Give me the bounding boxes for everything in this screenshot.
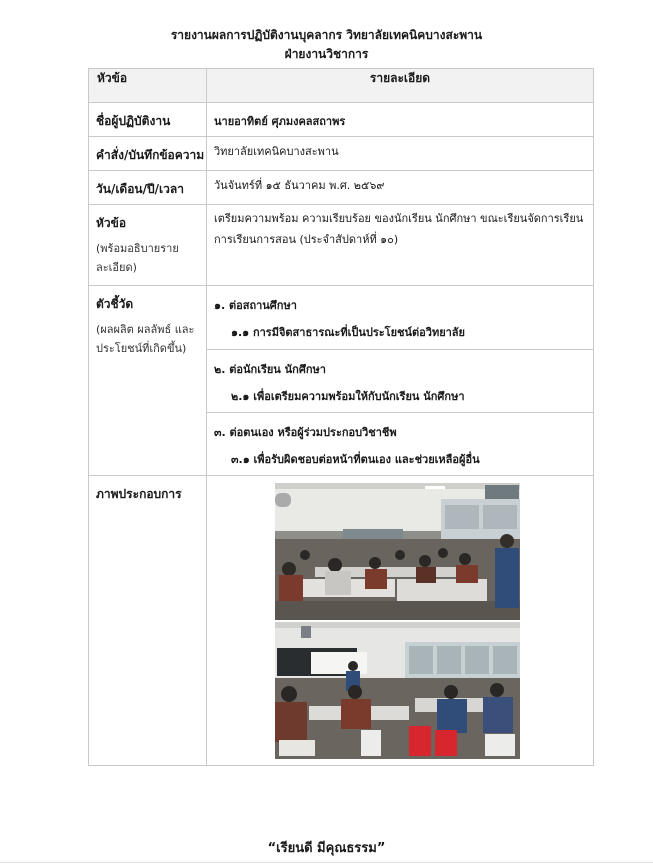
date-label: วัน/เดือน/ปี/เวลา xyxy=(89,171,207,205)
table-row xyxy=(89,103,594,137)
topic-label: หัวข้อ xyxy=(96,216,127,230)
indicator-item xyxy=(207,350,594,413)
footer-motto: “เรียนดี มีคุณธรรม” xyxy=(267,841,386,856)
topic-value: เตรียมความพร้อม ความเรียบร้อย ของนักเรียน นักศึกษา ขณะเรียนจัดการเรียนการเรียนการสอน (ประจำสัปดาห์ที่ ๑๐) xyxy=(207,205,594,286)
topic-cell xyxy=(89,205,207,286)
indicator-sub: ๑.๑ การมีจิตสาธารณะที่เป็นประโยชน์ต่อวิทยาลัย xyxy=(231,326,465,339)
classroom-photo-2 xyxy=(275,622,520,759)
indicator-sub: ๒.๑ เพื่อเตรียมความพร้อมให้กับนักเรียน นักศึกษา xyxy=(231,390,465,403)
table-row xyxy=(89,286,594,350)
table-row xyxy=(89,205,594,286)
classroom-photo-1 xyxy=(275,483,520,620)
date-value: วันจันทร์ที่ ๑๕ ธันวาคม พ.ศ. ๒๕๖๙ xyxy=(207,171,594,205)
indicator-item xyxy=(207,413,594,476)
indicators-sublabel: (ผลผลิต ผลลัพธ์ และประโยชน์ที่เกิดขึ้น) xyxy=(96,323,195,355)
indicators-cell xyxy=(89,286,207,476)
indicator-heading: ๑. ต่อสถานศึกษา xyxy=(214,299,297,312)
col-detail-header: รายละเอียด xyxy=(207,69,594,103)
photos-label: ภาพประกอบการ xyxy=(89,476,207,766)
department-title: ฝ่ายงานวิชาการ xyxy=(284,47,369,61)
col-topic-header: หัวข้อ xyxy=(89,69,207,103)
indicator-heading: ๓. ต่อตนเอง หรือผู้ร่วมประกอบวิชาชีพ xyxy=(214,426,397,439)
operator-value: นายอาทิตย์ ศุภมงคลสถาพร xyxy=(207,103,594,137)
indicators-label: ตัวชี้วัด xyxy=(96,297,134,311)
report-title: รายงานผลการปฏิบัติงานบุคลากร วิทยาลัยเทคนิคบางสะพาน xyxy=(170,28,483,42)
table-row xyxy=(89,137,594,171)
topic-sublabel: (พร้อมอธิบายรายละเอียด) xyxy=(96,242,179,274)
table-header-row xyxy=(89,69,594,103)
indicator-sub: ๓.๑ เพื่อรับผิดชอบต่อหน้าที่ตนเอง และช่วยเหลือผู้อื่น xyxy=(231,453,480,466)
indicator-item xyxy=(207,286,594,350)
page-divider xyxy=(0,862,653,863)
order-label: คำสั่ง/บันทึกข้อความ xyxy=(89,137,207,171)
table-row xyxy=(89,171,594,205)
operator-label: ชื่อผู้ปฏิบัติงาน xyxy=(89,103,207,137)
order-value: วิทยาลัยเทคนิคบางสะพาน xyxy=(207,137,594,171)
indicator-heading: ๒. ต่อนักเรียน นักศึกษา xyxy=(214,363,326,376)
